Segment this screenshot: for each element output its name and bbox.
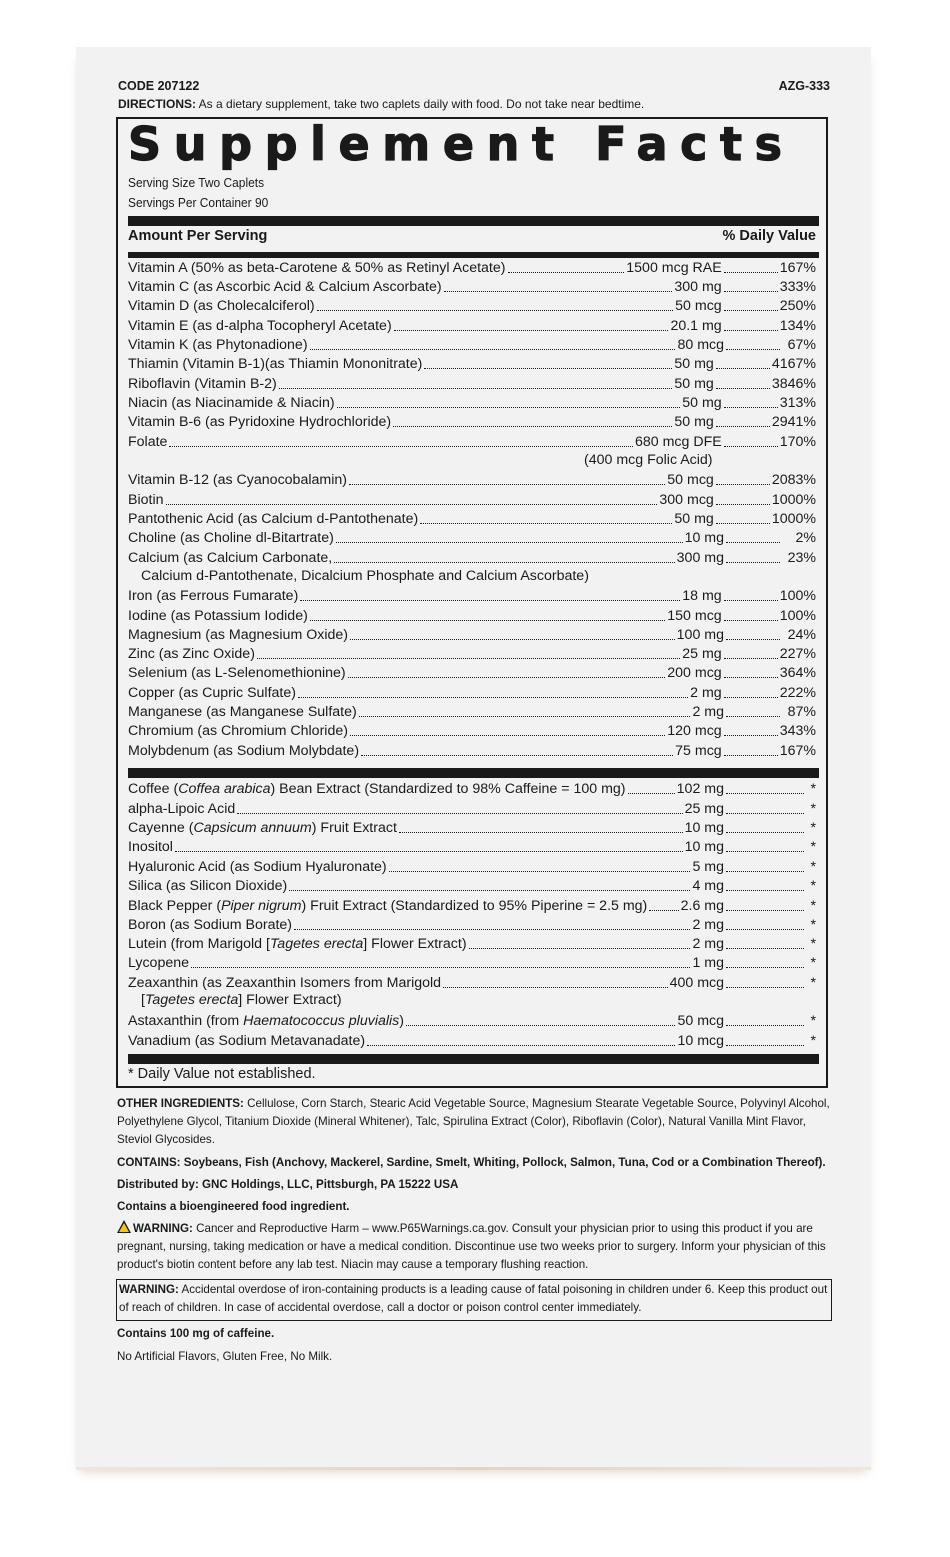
ingredient-name: Silica (as Silicon Dioxide) — [128, 878, 288, 894]
nutrient-name: Pantothenic Acid (as Calcium d-Pantothenate) — [128, 511, 419, 527]
ingredient-daily-value: * — [810, 859, 816, 875]
nutrient-row — [128, 335, 816, 354]
product-code: CODE 207122 — [118, 79, 200, 93]
ingredient-daily-value: * — [810, 878, 816, 894]
ingredient-name: alpha-Lipoic Acid — [128, 801, 236, 817]
ingredient-daily-value: * — [810, 955, 816, 971]
nutrient-daily-value: 343% — [779, 723, 816, 739]
nutrient-row — [128, 277, 816, 296]
ingredient-name: Hyaluronic Acid (as Sodium Hyaluronate) — [128, 859, 387, 875]
daily-value-header: % Daily Value — [722, 228, 816, 244]
leader-dots — [724, 296, 778, 311]
nutrient-amount: 150 mcg — [667, 608, 722, 624]
ingredient-daily-value: * — [810, 898, 816, 914]
nutrient-daily-value: 100% — [779, 608, 816, 624]
leader-dots — [361, 741, 673, 756]
contains-allergens: CONTAINS: Soybeans, Fish (Anchovy, Mackerel, Sardine, Smelt, Whiting, Pollock, Salmon, Tuna, Cod or a Combination Thereof). — [117, 1156, 826, 1169]
leader-dots — [257, 644, 680, 659]
leader-dots — [724, 393, 778, 408]
nutrient-row — [128, 393, 816, 412]
nutrient-name: Calcium (as Calcium Carbonate, — [128, 550, 333, 566]
ingredient-amount: 50 mcg — [677, 1013, 724, 1029]
nutrient-name: Magnesium (as Magnesium Oxide) — [128, 627, 348, 643]
nutrient-name: Vitamin K (as Phytonadione) — [128, 337, 308, 353]
thick-rule-3 — [128, 1054, 819, 1064]
nutrient-amount: 300 mg — [674, 279, 722, 295]
nutrient-daily-value: 167% — [779, 743, 816, 759]
other-ingredients-label: OTHER INGREDIENTS: — [117, 1097, 244, 1110]
nutrient-row — [128, 606, 816, 625]
ingredient-daily-value: * — [810, 820, 816, 836]
nutrient-amount: 50 mg — [674, 414, 714, 430]
leader-dots — [724, 606, 778, 621]
footnote: * Daily Value not established. — [128, 1066, 316, 1082]
nutrient-daily-value: 1000% — [771, 492, 816, 508]
nutrient-row — [128, 490, 816, 509]
folate-note: (400 mcg Folic Acid) — [584, 452, 713, 468]
leader-dots — [336, 528, 683, 543]
leader-dots — [716, 374, 770, 389]
zeaxanthin-continuation: [Tagetes erecta] Flower Extract) — [141, 992, 342, 1008]
nutrient-name: Zinc (as Zinc Oxide) — [128, 646, 255, 662]
leader-dots — [724, 644, 778, 659]
nutrient-name: Vitamin D (as Cholecalciferol) — [128, 298, 315, 314]
leader-dots — [726, 818, 804, 833]
nutrient-name: Vitamin B-12 (as Cyanocobalamin) — [128, 472, 347, 488]
nutrient-daily-value: 1000% — [771, 511, 816, 527]
ingredient-row — [128, 1031, 816, 1050]
leader-dots — [334, 548, 674, 563]
leader-dots — [166, 490, 658, 505]
sku-code: AZG-333 — [778, 79, 830, 93]
leader-dots — [726, 799, 804, 814]
leader-dots — [348, 663, 666, 678]
ingredient-amount: 1 mg — [692, 955, 724, 971]
calcium-continuation: Calcium d-Pantothenate, Dicalcium Phosphate and Calcium Ascorbate) — [141, 568, 589, 584]
leader-dots — [726, 953, 804, 968]
ingredient-row — [128, 857, 816, 876]
leader-dots — [716, 354, 770, 369]
ingredient-amount: 5 mg — [692, 859, 724, 875]
other-ingredients — [117, 1095, 833, 1149]
thick-rule-2 — [128, 768, 819, 778]
ingredient-row — [128, 876, 816, 895]
nutrient-row — [128, 412, 816, 431]
ingredient-daily-value: * — [810, 1013, 816, 1029]
nutrient-daily-value: 170% — [779, 434, 816, 450]
leader-dots — [294, 915, 690, 930]
leader-dots — [716, 412, 770, 427]
nutrient-daily-value: 87% — [787, 704, 816, 720]
nutrient-amount: 20.1 mg — [670, 318, 722, 334]
leader-dots — [394, 316, 669, 331]
leader-dots — [726, 528, 780, 543]
leader-dots — [724, 432, 778, 447]
nutrient-daily-value: 2% — [795, 530, 816, 546]
distributed-by: Distributed by: GNC Holdings, LLC, Pittsburgh, PA 15222 USA — [117, 1178, 459, 1191]
ingredient-amount: 102 mg — [676, 781, 724, 797]
nutrient-daily-value: 2083% — [771, 472, 816, 488]
ingredient-amount: 10 mg — [684, 839, 724, 855]
nutrient-daily-value: 24% — [787, 627, 816, 643]
ingredient-name: Coffee (Coffea arabica) Bean Extract (Standardized to 98% Caffeine = 100 mg) — [128, 781, 626, 797]
ingredient-name: Boron (as Sodium Borate) — [128, 917, 293, 933]
ingredient-daily-value: * — [810, 781, 816, 797]
nutrient-name: Thiamin (Vitamin B-1)(as Thiamin Mononitrate) — [128, 356, 423, 372]
ingredient-row — [128, 1011, 816, 1030]
ingredient-amount: 4 mg — [692, 878, 724, 894]
ingredient-name: Astaxanthin (from Haematococcus pluvialis) — [128, 1013, 404, 1029]
leader-dots — [389, 857, 691, 872]
ingredient-name: Inositol — [128, 839, 173, 855]
leader-dots — [424, 354, 672, 369]
bioengineered-statement: Contains a bioengineered food ingredient. — [117, 1200, 350, 1213]
nutrient-name: Choline (as Choline dl-Bitartrate) — [128, 530, 334, 546]
ingredient-amount: 2 mg — [692, 917, 724, 933]
nutrient-amount: 1500 mcg RAE — [626, 260, 722, 276]
nutrient-row — [128, 296, 816, 315]
leader-dots — [716, 470, 770, 485]
leader-dots — [726, 702, 780, 717]
ingredient-row — [128, 953, 816, 972]
leader-dots — [191, 953, 690, 968]
leader-dots — [724, 586, 778, 601]
leader-dots — [420, 509, 672, 524]
nutrient-amount: 100 mg — [676, 627, 724, 643]
iron-warning: WARNING: Accidental overdose of iron-containing products is a leading cause of fatal poisoning in children under 6. Keep this product out of reach of children. In case of accidental overdose, call a doctor or poison control center immediately. — [119, 1283, 828, 1314]
leader-dots — [310, 335, 676, 350]
leader-dots — [298, 683, 688, 698]
leader-dots — [300, 586, 680, 601]
nutrient-amount: 75 mcg — [675, 743, 722, 759]
nutrient-amount: 50 mcg — [675, 298, 722, 314]
servings-per-container: Servings Per Container 90 — [128, 195, 269, 210]
prop65-warning: !WARNING: Cancer and Reproductive Harm – www.P65Warnings.ca.gov. Consult your physician prior to using this product if you are pregnant, nursing, taking medication or have a medical condition. Discontinue use two weeks prior to surgery. Inform your physician of this product's biotin content before any lab test. Niacin may cause a temporary flushing reaction. — [117, 1220, 833, 1274]
ingredient-name: Black Pepper (Piper nigrum) Fruit Extract (Standardized to 95% Piperine = 2.5 mg) — [128, 898, 648, 914]
leader-dots — [337, 393, 681, 408]
leader-dots — [726, 1011, 804, 1026]
nutrient-row — [128, 509, 816, 528]
nutrient-name: Vitamin E (as d-alpha Tocopheryl Acetate) — [128, 318, 392, 334]
nutrient-amount: 18 mg — [682, 588, 722, 604]
nutrient-amount: 680 mcg DFE — [634, 434, 722, 450]
nutrient-row — [128, 625, 816, 644]
nutrient-amount: 200 mcg — [667, 665, 722, 681]
nutrient-name: Vitamin B-6 (as Pyridoxine Hydrochloride) — [128, 414, 392, 430]
ingredient-row — [128, 934, 816, 953]
ingredient-name: Lutein (from Marigold [Tagetes erecta] Flower Extract) — [128, 936, 467, 952]
ingredient-row — [128, 896, 816, 915]
nutrient-daily-value: 167% — [779, 260, 816, 276]
nutrient-daily-value: 67% — [787, 337, 816, 353]
nutrient-amount: 50 mg — [674, 511, 714, 527]
column-headers — [128, 228, 816, 244]
ingredient-row — [128, 779, 816, 798]
nutrient-row — [128, 432, 816, 451]
nutrient-daily-value: 313% — [779, 395, 816, 411]
nutrient-daily-value: 333% — [779, 279, 816, 295]
leader-dots — [406, 1011, 675, 1026]
leader-dots — [443, 973, 668, 988]
nutrient-name: Copper (as Cupric Sulfate) — [128, 685, 296, 701]
nutrient-amount: 120 mcg — [667, 723, 722, 739]
nutrient-name: Iron (as Ferrous Fumarate) — [128, 588, 299, 604]
ingredient-amount: 10 mg — [684, 820, 724, 836]
nutrient-name: Selenium (as L-Selenomethionine) — [128, 665, 346, 681]
ingredient-name: Cayenne (Capsicum annuum) Fruit Extract — [128, 820, 397, 836]
nutrient-amount: 50 mg — [674, 376, 714, 392]
nutrient-row — [128, 354, 816, 373]
leader-dots — [649, 896, 678, 911]
nutrient-name: Molybdenum (as Sodium Molybdate) — [128, 743, 360, 759]
leader-dots — [169, 432, 633, 447]
nutrient-name: Niacin (as Niacinamide & Niacin) — [128, 395, 335, 411]
nutrient-amount: 80 mcg — [677, 337, 724, 353]
leader-dots — [724, 663, 778, 678]
leader-dots — [444, 277, 673, 292]
leader-dots — [469, 934, 691, 949]
leader-dots — [726, 335, 780, 350]
nutrient-daily-value: 23% — [787, 550, 816, 566]
leader-dots — [726, 1031, 804, 1046]
nutrient-row — [128, 702, 816, 721]
leader-dots — [724, 721, 778, 736]
nutrient-row — [128, 258, 816, 277]
nutrient-daily-value: 2941% — [771, 414, 816, 430]
leader-dots — [724, 316, 778, 331]
leader-dots — [310, 606, 665, 621]
ingredient-row — [128, 973, 816, 992]
nutrient-amount: 50 mg — [682, 395, 722, 411]
ingredient-amount: 25 mg — [684, 801, 724, 817]
leader-dots — [726, 837, 804, 852]
leader-dots — [349, 470, 665, 485]
leader-dots — [716, 490, 770, 505]
leader-dots — [726, 915, 804, 930]
nutrient-amount: 10 mg — [684, 530, 724, 546]
leader-dots — [726, 779, 804, 794]
leader-dots — [350, 721, 665, 736]
serving-size: Serving Size Two Caplets — [128, 175, 265, 190]
leader-dots — [367, 1031, 675, 1046]
nutrient-row — [128, 586, 816, 605]
nutrient-daily-value: 227% — [779, 646, 816, 662]
nutrient-daily-value: 250% — [779, 298, 816, 314]
ingredient-daily-value: * — [810, 839, 816, 855]
other-ingredients-text: Cellulose, Corn Starch, Stearic Acid Vegetable Source, Magnesium Stearate Vegetable Source, Polyvinyl Alcohol, Polyethylene Glycol, Titanium Dioxide (Mineral Whitener), Talc, Spirulina Extract (Color), Riboflavin (Color), Natural Vanilla Mint Flavor, Steviol Glycosides. — [117, 1097, 830, 1146]
leader-dots — [726, 548, 780, 563]
leader-dots — [724, 683, 778, 698]
nutrient-row — [128, 741, 816, 760]
ingredient-row — [128, 915, 816, 934]
ingredient-amount: 400 mcg — [669, 975, 724, 991]
caffeine-statement: Contains 100 mg of caffeine. — [117, 1327, 275, 1340]
leader-dots — [628, 779, 675, 794]
leader-dots — [716, 509, 770, 524]
leader-dots — [175, 837, 683, 852]
leader-dots — [359, 702, 691, 717]
leader-dots — [726, 934, 804, 949]
nutrient-row — [128, 548, 816, 567]
ingredient-row — [128, 799, 816, 818]
free-from-statement: No Artificial Flavors, Gluten Free, No Milk. — [117, 1350, 333, 1363]
nutrient-name: Riboflavin (Vitamin B-2) — [128, 376, 277, 392]
nutrient-daily-value: 100% — [779, 588, 816, 604]
directions-label: DIRECTIONS: — [118, 97, 196, 111]
nutrient-row — [128, 683, 816, 702]
nutrient-daily-value: 4167% — [771, 356, 816, 372]
leader-dots — [726, 857, 804, 872]
leader-dots — [393, 412, 672, 427]
nutrient-amount: 300 mcg — [659, 492, 714, 508]
nutrient-name: Iodine (as Potassium Iodide) — [128, 608, 308, 624]
ingredient-daily-value: * — [810, 917, 816, 933]
ingredient-name: Vanadium (as Sodium Metavanadate) — [128, 1033, 366, 1049]
nutrient-row — [128, 528, 816, 547]
leader-dots — [724, 258, 778, 273]
directions-text: As a dietary supplement, take two caplets daily with food. Do not take near bedtime. — [198, 97, 645, 111]
leader-dots — [724, 741, 778, 756]
nutrient-row — [128, 470, 816, 489]
nutrient-name: Biotin — [128, 492, 164, 508]
nutrient-row — [128, 663, 816, 682]
leader-dots — [726, 876, 804, 891]
nutrient-row — [128, 644, 816, 663]
nutrient-name: Chromium (as Chromium Chloride) — [128, 723, 348, 739]
ingredient-amount: 10 mcg — [677, 1033, 724, 1049]
directions — [118, 97, 830, 111]
nutrient-daily-value: 3846% — [771, 376, 816, 392]
ingredient-name: Lycopene — [128, 955, 190, 971]
leader-dots — [350, 625, 675, 640]
nutrient-amount: 300 mg — [676, 550, 724, 566]
facts-title: Supplement Facts — [128, 117, 795, 171]
warning-icon — [117, 1220, 131, 1233]
ingredient-daily-value: * — [810, 936, 816, 952]
nutrient-name: Vitamin A (50% as beta-Carotene & 50% as Retinyl Acetate) — [128, 260, 506, 276]
ingredient-daily-value: * — [810, 801, 816, 817]
leader-dots — [726, 625, 780, 640]
nutrient-amount: 2 mg — [692, 704, 724, 720]
leader-dots — [237, 799, 682, 814]
leader-dots — [726, 896, 804, 911]
ingredient-name: Zeaxanthin (as Zeaxanthin Isomers from Marigold — [128, 975, 442, 991]
ingredient-daily-value: * — [810, 1033, 816, 1049]
amount-per-serving-header: Amount Per Serving — [128, 228, 268, 244]
leader-dots — [317, 296, 674, 311]
nutrient-row — [128, 721, 816, 740]
leader-dots — [279, 374, 673, 389]
leader-dots — [289, 876, 690, 891]
nutrient-daily-value: 364% — [779, 665, 816, 681]
ingredient-daily-value: * — [810, 975, 816, 991]
nutrient-daily-value: 222% — [779, 685, 816, 701]
ingredient-amount: 2.6 mg — [680, 898, 724, 914]
leader-dots — [399, 818, 683, 833]
leader-dots — [726, 973, 804, 988]
nutrient-name: Vitamin C (as Ascorbic Acid & Calcium Ascorbate) — [128, 279, 442, 295]
thick-rule — [128, 216, 819, 226]
nutrient-name: Manganese (as Manganese Sulfate) — [128, 704, 357, 720]
nutrient-name: Folate — [128, 434, 168, 450]
code-row — [118, 79, 830, 93]
leader-dots — [508, 258, 625, 273]
nutrient-row — [128, 316, 816, 335]
nutrient-amount: 50 mcg — [667, 472, 714, 488]
leader-dots — [724, 277, 778, 292]
ingredient-row — [128, 818, 816, 837]
nutrient-amount: 25 mg — [682, 646, 722, 662]
ingredient-row — [128, 837, 816, 856]
nutrient-daily-value: 134% — [779, 318, 816, 334]
nutrient-amount: 50 mg — [674, 356, 714, 372]
nutrient-row — [128, 374, 816, 393]
ingredient-amount: 2 mg — [692, 936, 724, 952]
nutrient-amount: 2 mg — [690, 685, 722, 701]
